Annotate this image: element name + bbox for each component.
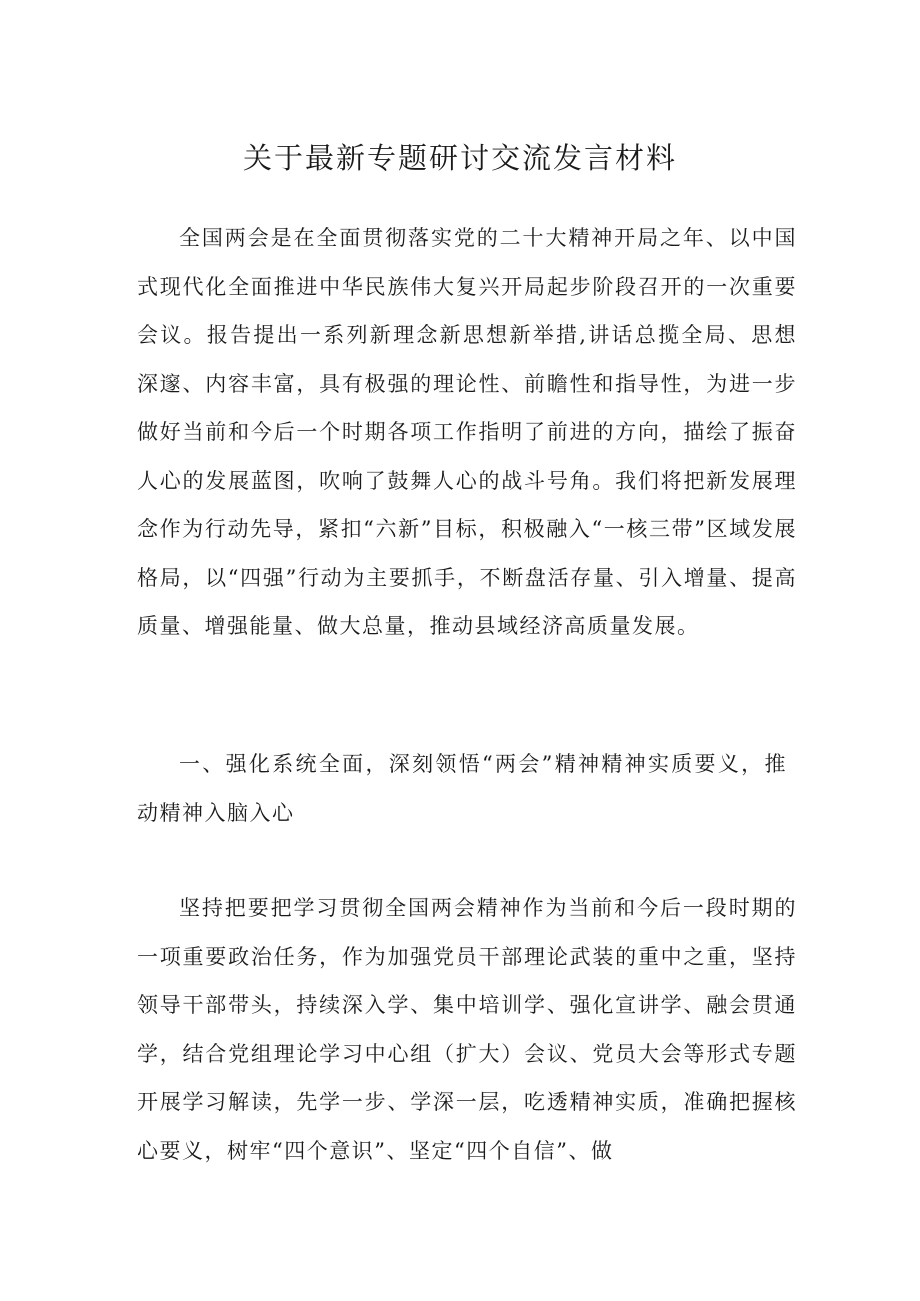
intro-paragraph: 全国两会是在全面贯彻落实党的二十大精神开局之年、以中国式现代化全面推进中华民族伟大复兴开局起步阶段召开的一次重要会议。报告提出一系列新理念新思想新举措,讲话总揽全局、思想深邃、内容丰富，具有极强的理论性、前瞻性和指导性，为进一步做好当前和今后一个时期各项工作指明了前进的方向，描绘了振奋人心的发展蓝图，吹响了鼓舞人心的战斗号角。我们将把新发展理念作为行动先导，紧扣“六新”目标，积极融入“一核三带”区域发展格局，以“四强”行动为主要抓手，不断盘活存量、引入增量、提高质量、增强能量、做大总量，推动县域经济高质量发展。 [137, 226, 797, 638]
section-heading: 一、强化系统全面，深刻领悟“两会”精神精神实质要义，推动精神入脑入心 [137, 752, 787, 825]
document-title: 关于最新专题研讨交流发言材料 [242, 141, 677, 175]
section-paragraph: 坚持把要把学习贯彻全国两会精神作为当前和今后一段时期的一项重要政治任务，作为加强党员干部理论武装的重中之重，坚持领导干部带头，持续深入学、集中培训学、强化宣讲学、融会贯通学，结合党组理论学习中心组（扩大）会议、党员大会等形式专题开展学习解读，先学一步、学深一层，吃透精神实质，准确把握核心要义，树牢“四个意识”、坚定“四个自信”、做 [137, 896, 797, 1163]
